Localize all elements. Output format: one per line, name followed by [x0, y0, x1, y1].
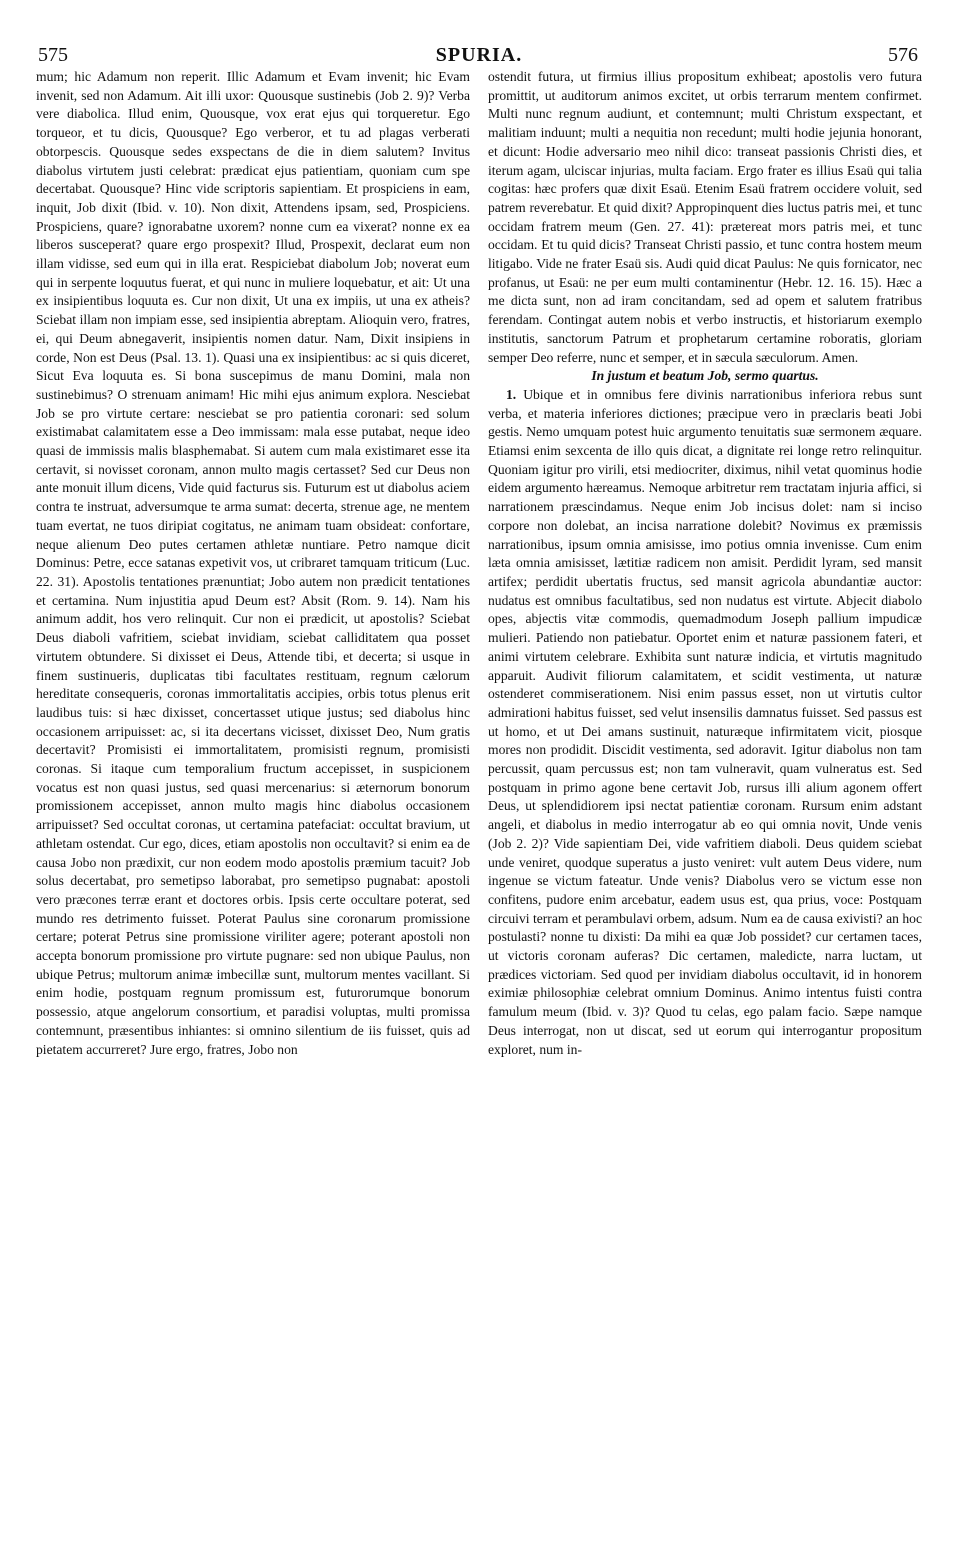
page-number-right: 576: [888, 44, 918, 66]
page-header: [36, 42, 922, 68]
right-column: [488, 68, 922, 1546]
running-title: SPURIA.: [435, 44, 523, 66]
right-column-text-part1: ostendit futura, ut firmius illius propositum exhibeat; apostolis vero futura promittit, ut auditorum animos excitet, ut orbis terrarum mentem confirmet. Multi nunc regnum audiunt, et contemnunt; multi Christum exspectant, et malitiam induunt; multi a nequitia non recedunt; multi hodie jejunia honorant, et dicunt: Hodie adversario meo nihil dico: transeat passionis Christi dies, et iterum agam, ulciscar injurias, multa faciam. Ergo frater es illius Esaü qui talia cogitas: hæc profers quæ dixit Esaü. Etenim Esaü fratrem occidere voluit, sed patrem reverebatur. Et quid dixit? Appropinquent dies luctus patris mei, et tunc occidam fratrem meum (Gen. 27. 41): prætereat mors patris mei, et tunc occidam. Et tu quid dicis? Transeat Christi passio, et tunc contra hostem meum litigabo. Vide ne frater Esaü sis. Audi quid dicat Paulus: Ne quis fornicator, nec profanus, ut Esaü: ne per eum multi contaminentur (Hebr. 12. 16. 15). Hæc a me dicta sunt, non ad iram concitandam, sed ad opem et salutem fratribus ferendam. Contingat autem nobis et verbo instructis, et historiarum exemplo institutis, sanctorum Patrum et prophetarum certamine roboratis, gloriam semper Deo referre, nunc et semper, et in sæcula sæculorum. Amen.: [488, 69, 922, 365]
left-column-text: mum; hic Adamum non reperit. Illic Adamum et Evam invenit; hic Evam invenit, sed non Adamum. Ait illi uxor: Quousque sustinebis (Job 2. 9)? Verba vere diabolica. Illud enim, Quousque, vox erat ejus qui torqueretur. Ego torqueor, et tu dicis, Quousque? Ego verberor, et tu ad plagas verberati obtorpescis. Quousque sedes exspectans de die in diem salutem? Invitus diabolus virtutem justi celebrat: prædicat ejus patientiam, quoniam cum spe decertabat. Quousque? Hinc vide scriptoris sapientiam. Et prospiciens in eam, inquit, Job dixit (Ibid. v. 10). Non dixit, Attendens ipsam, sed, Prospiciens. Prospiciens, quare? ignorabatne uxorem? nonne cum ea vixerat? nonne ex ea liberos susceperat? quare ergo prospexit? Illud, Prospexit, declarat eum non illam vidisse, sed eum qui in illa erat. Respiciebat diabolum Job; noverat eum qui in serpente loquutus fuerat, et qui nunc in muliere loquebatur, et ait: Ut una ex insipientibus loquuta es. Cur non dixit, Ut una ex impiis, ut una ex atheis? Sciebat illam non impiam esse, sed insipientia abreptam. Alioquin vero, fratres, ei, qui Deum abnegaverit, insipientis nomen datur. Nam, Dixit insipiens in corde, Non est Deus (Psal. 13. 1). Quasi una ex insipientibus: ac si quis diceret, Sicut Eva loquuta es. Si bona suscepimus de manu Domini, mala non sustinebimus? O strenuam animam! Hic mihi ejus animum explora. Nesciebat Job se pro virtute certare: nesciebat se pro patientia coronari: sed solum existimabat calamitatem esse a Deo immissam: mala esse putabat, neque ideo quasi de immissis malis blasphemabat. Si autem cum mala existimaret esse ita certavit, si novisset coronam, annon multo magis certasset? Sed cur Deus non ante monuit illum dicens, Vide quid facturus sis. Futurum est ut diabolus aciem contra te instruat, adversumque te arma sumat: decerta, strenue age, ne mentem tuam evertat, ne tuos diripiat cogitatus, ne animam tuam obsideat: confortare, neque alienum Deo putes certamen athletæ nuntiare. Petro namque dicit Dominus: Petre, ecce satanas expetivit vos, ut cribraret tamquam triticum (Luc. 22. 31). Apostolis tentationes prænuntiat; Jobo autem non prædicit tentationes et certamina. Num injustitia apud Deum est? Absit (Rom. 9. 14). Nam his animum addit, hos vero relinquit. Cur non ei prædicit, ut apostolis? Sciebat Deus diaboli vafritiem, sciebat invidiam, sciebat calliditatem qua posset virtutem obtundere. Si dixisset ei Deus, Attende tibi, et decerta; si usque in finem sustinueris, duplicatas tibi facultates restituam, regnum cælorum hereditate consequeris, coronas immortalitatis accipies, orbis totus plenus erit laudibus tuis: si hæc dixisset, concertasset utique justus; sed diabolus hinc occasionem arripuisset: ac, si ita decertans vicisset, dixisset Deo, Num gratis decertavit? Promisisti ei immortalitatem, promisisti regnum, promisisti coronas. Si itaque cum temporalium fructum accepisset, in suspicionem vocatus est non quasi justus, sed quasi mercenarius: si æternorum bonorum promissionem accepisset, annon multo magis hinc diabolus occasionem arripuisset? Sed occultat coronas, ut certamina patefaciat: occultat bravium, ut athletam ostendat. Cur ego, dices, etiam apostolis non occultavit? si enim ea de causa Jobo non prædixit, cur non eodem modo apostolis præmium tacuit? Job solus decertabat, pro semetipso laborabat, pro semetipso pugnabat: apostoli vero præcones terræ erant et doctores orbis. Ipsis certe occultare poterat, sed mundo res detrimento fuisset. Poterat Paulus sine coronarum promissione certare; poterat Petrus sine promissione viriliter agere; poterant apostoli non accepta bonorum promissione pro virtute pugnare: sed non ubique Paulus, non ubique Petrus; multorum animæ imbecillæ sunt, multorum mentes vacillant. Si enim hodie, postquam regnum promissum est, futurorumque bonorum possessio, atque angelorum consortium, et paradisi voluptas, multi promissa contemnunt, præsentibus inhiantes: si omnino silentium de iis fuisset, quis ad pietatem accurreret? Jure ergo, fratres, Jobo non: [36, 69, 470, 1057]
page-number-left: 575: [38, 44, 68, 66]
left-column: [36, 68, 470, 1546]
right-column-paragraph-1: [488, 386, 922, 1059]
paragraph-number: 1.: [506, 386, 517, 402]
right-column-text-part2: Ubique et in omnibus fere divinis narrationibus inferiora rebus sunt verba, et materia inferiores dictiones; præcipue vero in præclaris beati Jobi gestis. Nemo umquam potest huic argumento tenuitatis suæ sermonem æquare. Etiamsi enim sexcenta de illo quis dicat, a dignitate rei longe retro relinquitur. Quoniam igitur pro virili, etsi mediocriter, diximus, nihil vetat quominus hodie eidem argumento hæreamus. Nemoque arbitretur rem tractatam injuria affici, si narrationem præscindamus. Neque enim Job incisus dolet: nam si inciso corpore non dolebat, an incisa narratione dolebit? Novimus ex præmissis narrationibus, ipsum omnia amisisse, imo potius omnia invenisse. Cum enim læta omnia amisisset, lætitiæ radicem non amisit. Perdidit lyram, sed mansit artifex; perdidit ubertatis fructus, sed mansit agricola abundantiæ auctor: nudatus est omnibus facultatibus, sed non nudatus est virtute. Abjecit diabolo opes, abjectis vitæ commodis, quemadmodum Joseph pallium impudicæ mulieri. Patiendo non patiebatur. Oportet enim et naturæ passionem fateri, et animi virtutem celebrare. Exhibita sunt naturæ indicia, et virtutis magnitudo apparuit. Audivit filiorum calamitatem, et scidit vestimenta, ut naturæ ostenderet commiserationem. Nisi enim passus esset, non ut virtutis cultor admirationi habitus fuisset, sed velut insensilis damnatus fuisset. Sed passus est ut homo, et ut Dei amans sustinuit, naturæque infirmitatem vicit, piosque mores non prodidit. Discidit vestimenta, sed adoravit. Igitur diabolus non tam percussit, quam percussus est; non tam vulneravit, quam vulneratus est. Sed postquam in primo agone bene certavit Job, rursus illi alium agonem offert Deus, ut splendidiorem ipsi nectat patientiæ coronam. Rursum enim adstant angeli, et diabolus in medio interrogatur ab eo qui omnia novit, Unde venis (Job 2. 2)? Vide sapientiam Dei, vide vafritiem diaboli. Deus quidem sciebat unde veniret, quodque superatus a justo veniret: vult autem Deus videre, num ingenue se victum fateatur. Unde venis? Diabolus vero se victum esse non confitens, pudore enim arcebatur, eadem usus est, qua prius, voce: Postquam circuivi terram et perambulavi orbem, adsum. Num ea de causa exivisti? an hoc postulasti? nonne tu dixisti: Da mihi ea quæ Job possidet? cur certamen taces, ut victoris coronam auferas? Dic certamen, maledicte, narra luctam, ut prædices victoriam. Sed quod per invidiam diabolus occultavit, id in honorem eximiæ philosophiæ celebrat omnium Dominus. Animo intentus fuisti contra famulum meum (Ibid. v. 3)? Quod tu celas, ego palam facio. Sæpe namque Deus interrogat, non ut discat, sed ut eorum qui interrogantur propositum exploret, num in-: [488, 386, 922, 1057]
section-title: In justum et beatum Job, sermo quartus.: [591, 368, 819, 384]
text-columns: [36, 68, 922, 1546]
